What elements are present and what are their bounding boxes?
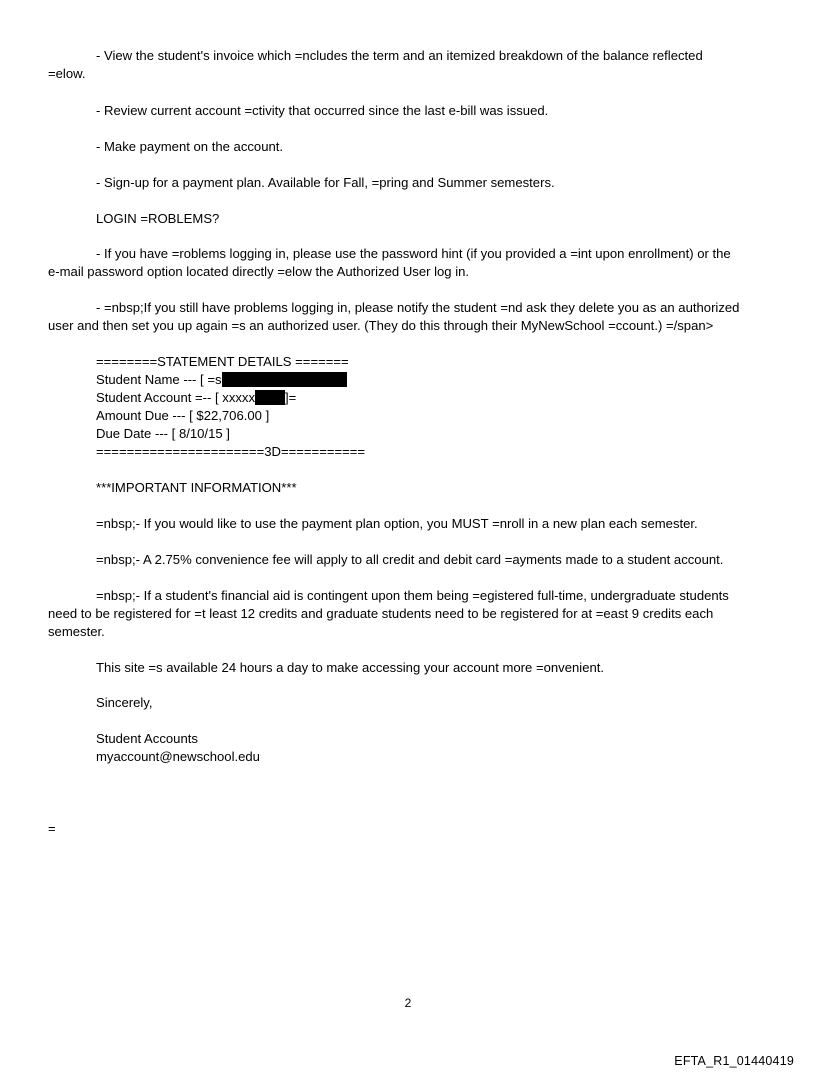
statement-amount-due: Amount Due --- [ $22,706.00 ] [96, 408, 270, 423]
student-name-label: Student Name --- [ =s [96, 372, 222, 387]
paragraph-login-hint-line2: e-mail password option located directly =elow the Authorized User log in. [48, 264, 470, 279]
closing-sincerely: Sincerely, [96, 695, 153, 710]
paragraph-review-activity: - Review current account =ctivity that occurred since the last e-bill was issued. [96, 103, 549, 118]
statement-student-account [96, 389, 296, 407]
statement-student-name [96, 371, 347, 389]
statement-footer: ======================3D=========== [96, 444, 366, 459]
availability-note: This site =s available 24 hours a day to make accessing your account more =onvenient. [96, 660, 605, 675]
redaction-bar [222, 372, 347, 387]
signature-email: myaccount@newschool.edu [96, 749, 260, 764]
paragraph-login-notify-line2: user and then set you up again =s an authorized user. (They do this through their MyNewSchool =ccount.) =/span> [48, 318, 714, 333]
important-item-aid-line1: =nbsp;- If a student's financial aid is contingent upon them being =egistered full-time, undergraduate students [96, 588, 729, 603]
paragraph-login-hint-line1: - If you have =roblems logging in, please use the password hint (if you provided a =int upon enrollment) or the [96, 246, 731, 261]
paragraph-login-notify-line1: - =nbsp;If you still have problems logging in, please notify the student =nd ask they delete you as an authorized [96, 300, 740, 315]
page-number: 2 [404, 996, 412, 1010]
important-info-heading: ***IMPORTANT INFORMATION*** [96, 480, 297, 495]
trailing-equals: = [48, 821, 56, 836]
statement-due-date: Due Date --- [ 8/10/15 ] [96, 426, 230, 441]
bates-number: EFTA_R1_01440419 [674, 1054, 794, 1068]
important-item-plan: =nbsp;- If you would like to use the payment plan option, you MUST =nroll in a new plan each semester. [96, 516, 698, 531]
important-item-aid-line3: semester. [48, 624, 105, 639]
redaction-bar [255, 390, 285, 405]
important-item-fee: =nbsp;- A 2.75% convenience fee will apply to all credit and debit card =ayments made to a student account. [96, 552, 724, 567]
student-account-end: ]= [285, 390, 297, 405]
statement-header: ========STATEMENT DETAILS ======= [96, 354, 349, 369]
paragraph-payment-plan: - Sign-up for a payment plan. Available for Fall, =pring and Summer semesters. [96, 175, 555, 190]
paragraph-make-payment: - Make payment on the account. [96, 139, 284, 154]
important-item-aid-line2: need to be registered for =t least 12 credits and graduate students need to be registered for at =east 9 credits each [48, 606, 714, 621]
signature-name: Student Accounts [96, 731, 198, 746]
login-problems-heading: LOGIN =ROBLEMS? [96, 211, 220, 226]
paragraph-invoice-line2: =elow. [48, 66, 86, 81]
paragraph-invoice-line1: - View the student's invoice which =ncludes the term and an itemized breakdown of the balance reflected [96, 48, 703, 63]
student-account-label: Student Account =-- [ xxxxx [96, 390, 256, 405]
